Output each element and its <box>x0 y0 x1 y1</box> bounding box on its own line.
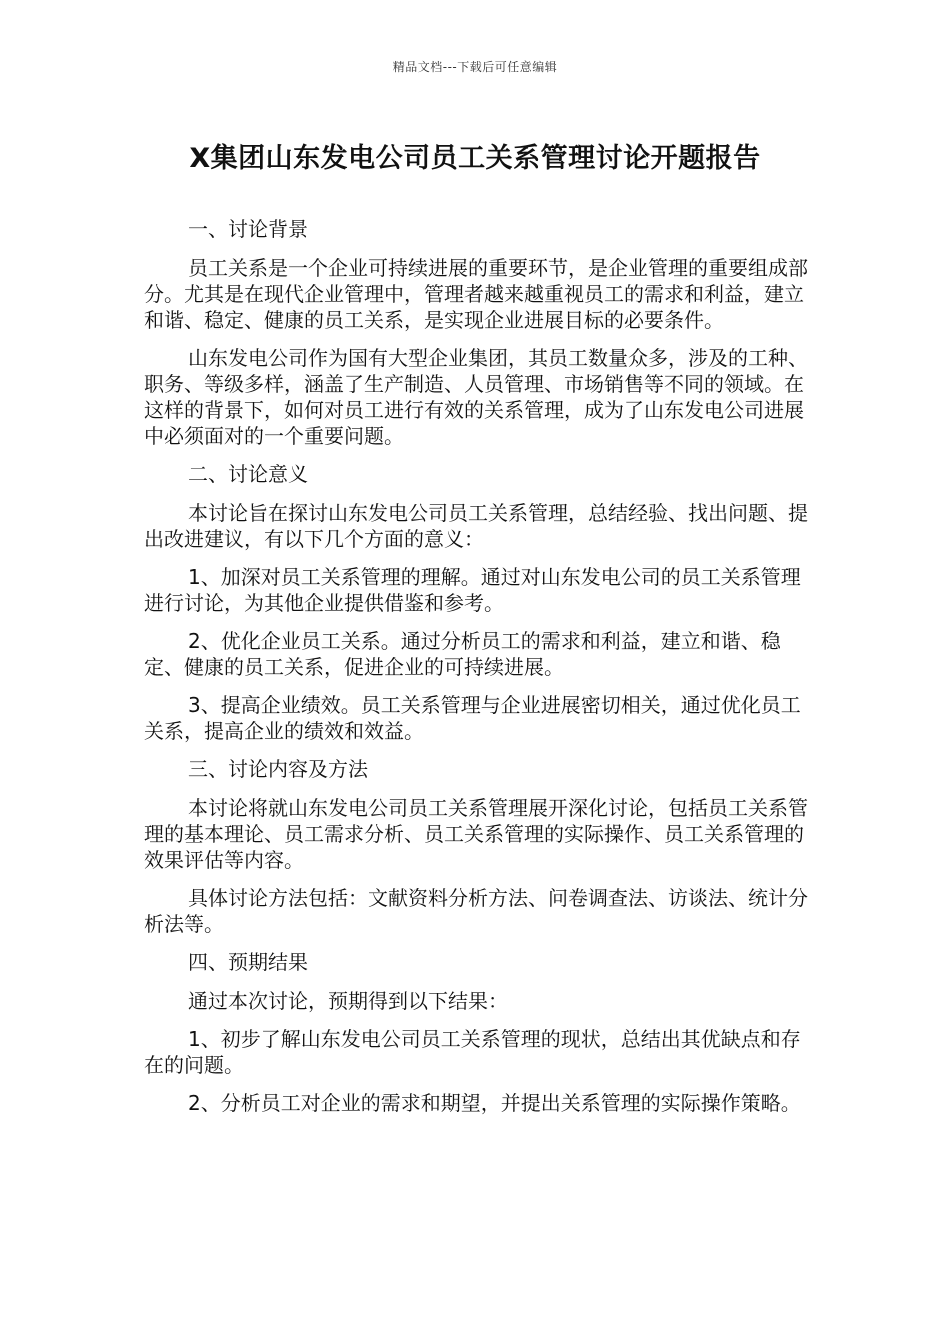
paragraph: 员工关系是一个企业可持续进展的重要环节，是企业管理的重要组成部分。尤其是在现代企业管理中，管理者越来越重视员工的需求和利益，建立和谐、稳定、健康的员工关系，是实现企业进展目标的必要条件。 <box>144 256 808 332</box>
section-heading-content-methods: 三、讨论内容及方法 <box>188 757 368 781</box>
paragraph: 具体讨论方法包括：文献资料分析方法、问卷调查法、访谈法、统计分析法等。 <box>144 886 808 936</box>
section-heading-expected-results: 四、预期结果 <box>188 950 308 974</box>
list-item: 1、初步了解山东发电公司员工关系管理的现状，总结出其优缺点和存在的问题。 <box>144 1027 801 1077</box>
section-heading-background: 一、讨论背景 <box>188 217 308 241</box>
list-item: 1、加深对员工关系管理的理解。通过对山东发电公司的员工关系管理进行讨论，为其他企业提供借鉴和参考。 <box>144 565 801 615</box>
list-item: 3、提高企业绩效。员工关系管理与企业进展密切相关，通过优化员工关系，提高企业的绩效和效益。 <box>144 693 801 743</box>
list-item: 2、分析员工对企业的需求和期望，并提出关系管理的实际操作策略。 <box>188 1091 801 1115</box>
list-item: 2、优化企业员工关系。通过分析员工的需求和利益，建立和谐、稳定、健康的员工关系，促进企业的可持续进展。 <box>144 629 781 679</box>
document-title: X集团山东发电公司员工关系管理讨论开题报告 <box>189 143 761 174</box>
paragraph: 山东发电公司作为国有大型企业集团，其员工数量众多，涉及的工种、职务、等级多样，涵盖了生产制造、人员管理、市场销售等不同的领域。在这样的背景下，如何对员工进行有效的关系管理，成为了山东发电公司进展中必须面对的一个重要问题。 <box>144 346 808 448</box>
paragraph: 通过本次讨论，预期得到以下结果： <box>188 989 508 1013</box>
paragraph: 本讨论将就山东发电公司员工关系管理展开深化讨论，包括员工关系管理的基本理论、员工需求分析、员工关系管理的实际操作、员工关系管理的效果评估等内容。 <box>144 796 808 872</box>
document-body <box>144 216 812 1128</box>
paragraph: 本讨论旨在探讨山东发电公司员工关系管理，总结经验、找出问题、提出改进建议，有以下几个方面的意义： <box>144 501 808 551</box>
section-heading-significance: 二、讨论意义 <box>188 462 308 486</box>
page-header-note: 精品文档---下载后可任意编辑 <box>392 60 558 74</box>
